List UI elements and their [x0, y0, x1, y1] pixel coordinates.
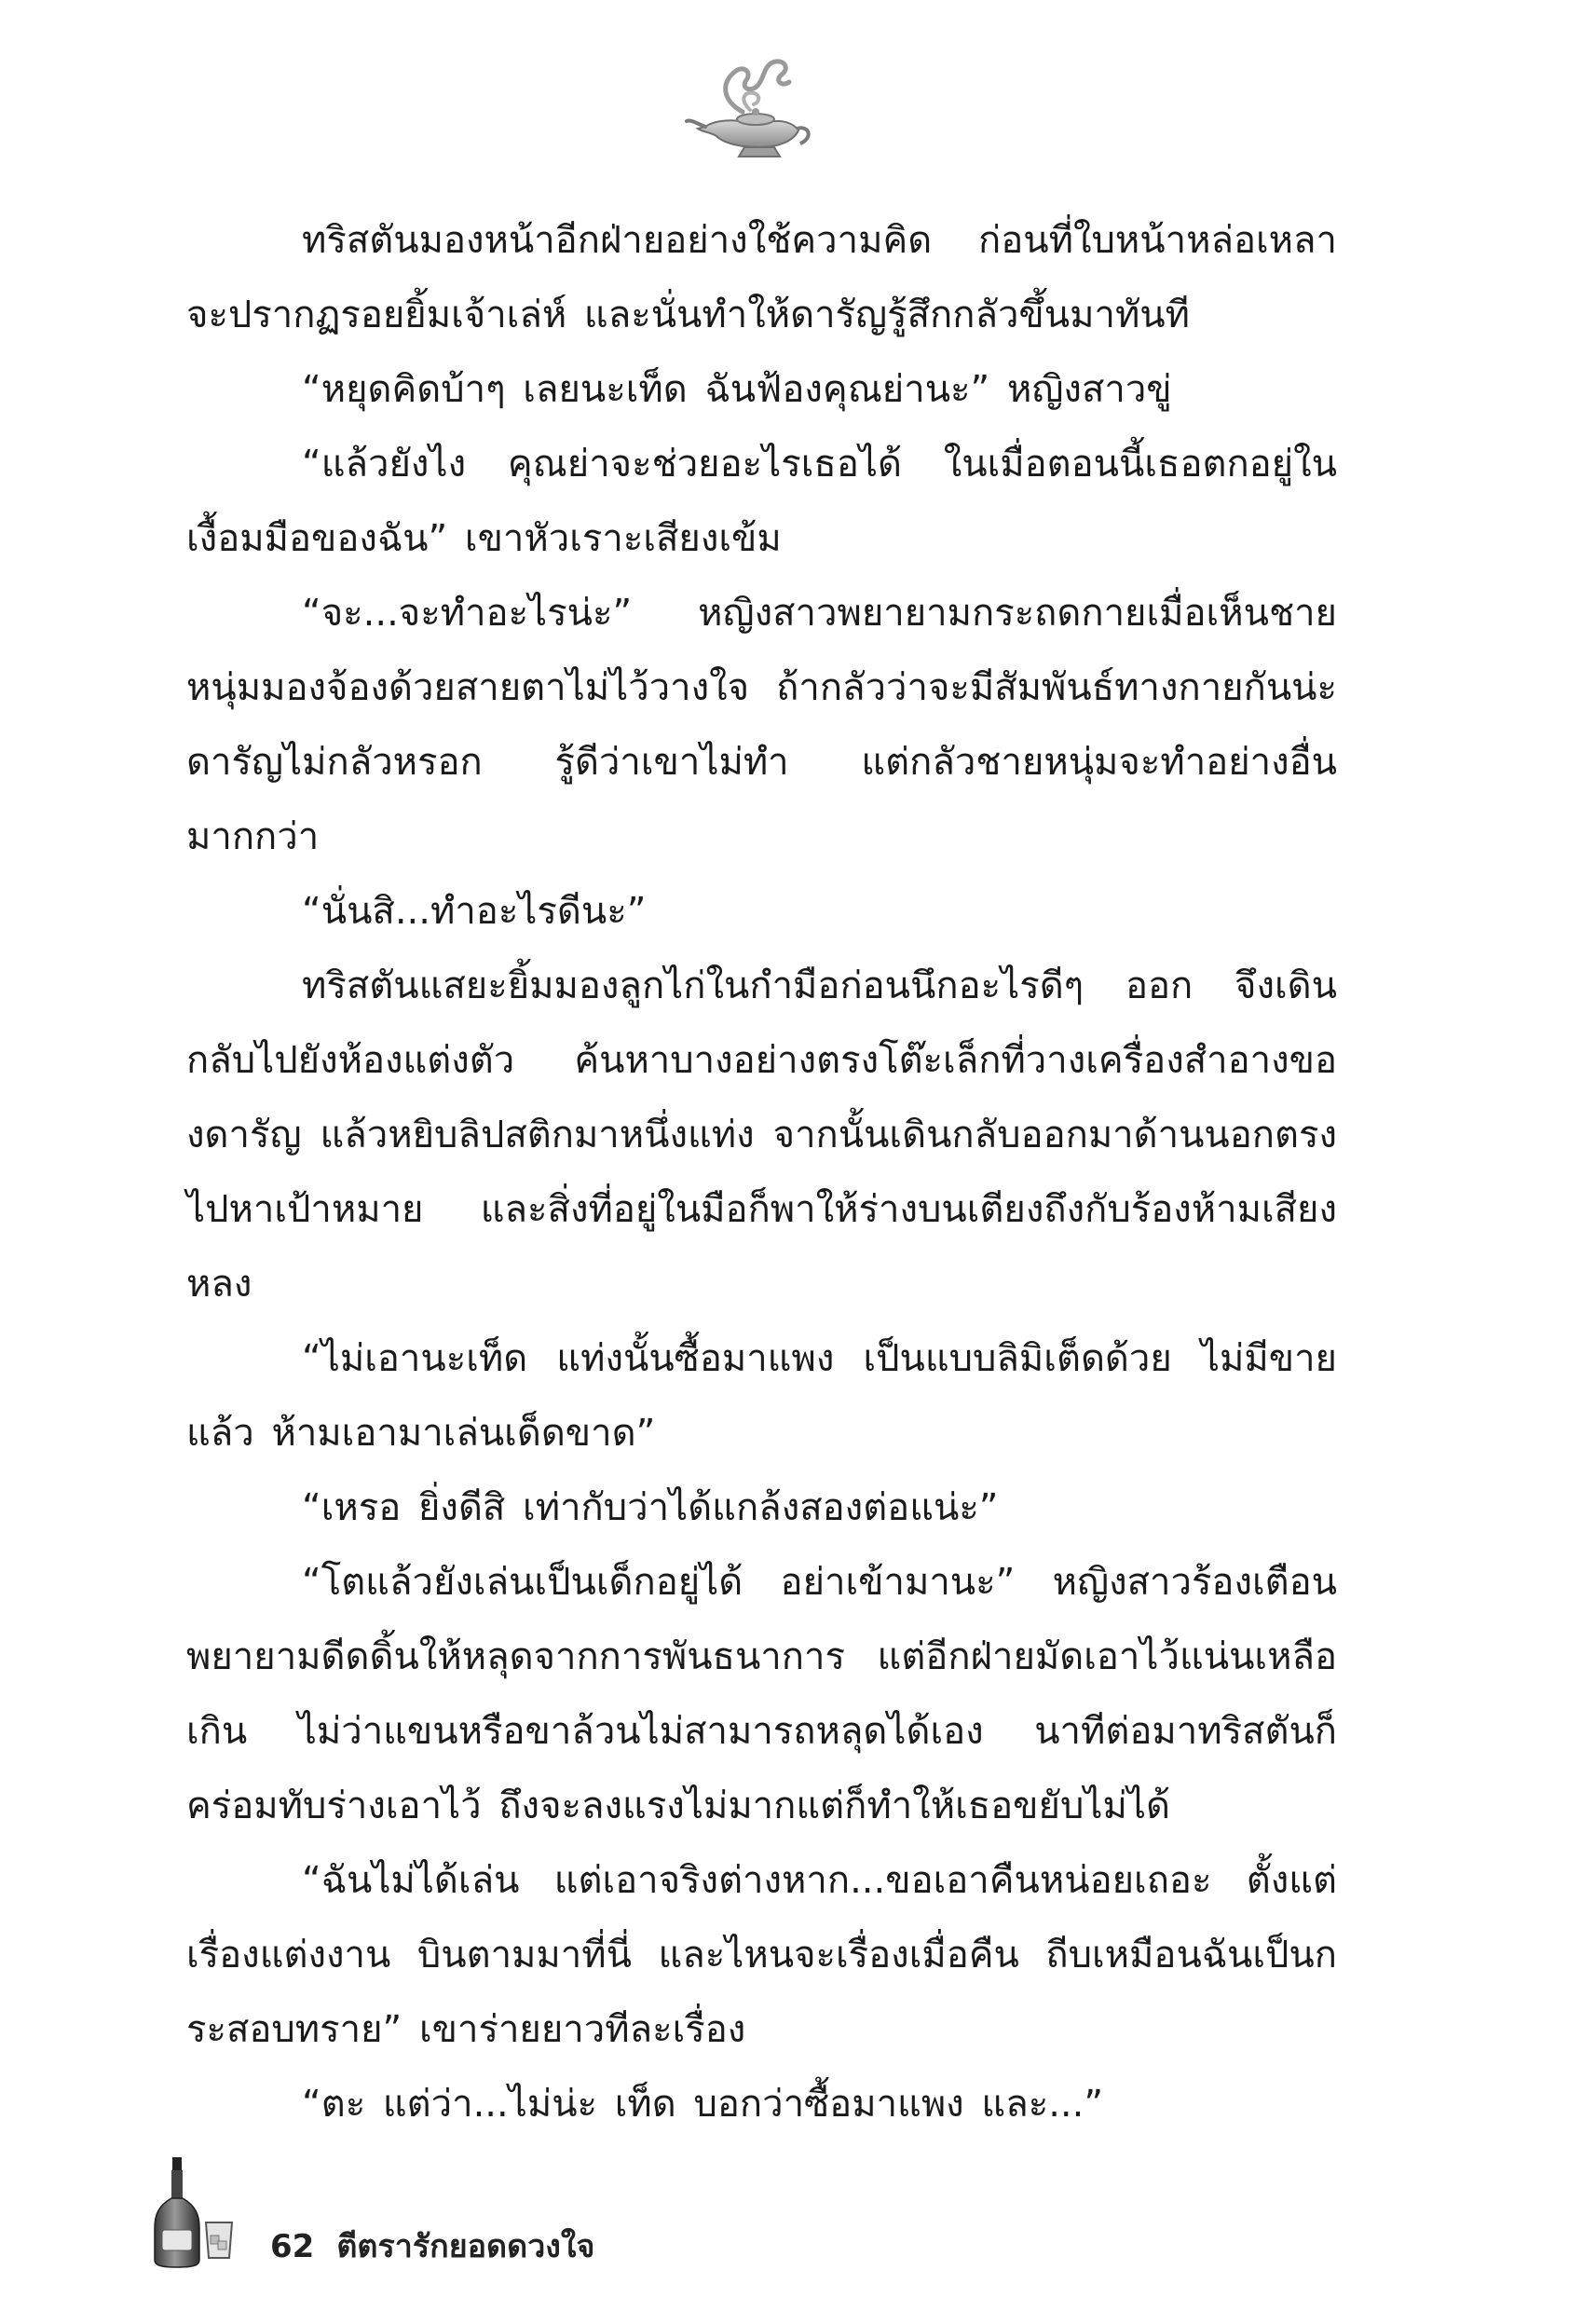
genie-lamp-icon [685, 54, 825, 166]
paragraph: ทริสตันมองหน้าอีกฝ่ายอย่างใช้ความคิด ก่อนที่ใบหน้าหล่อเหลาจะปรากฏรอยยิ้มเจ้าเล่ห์ และนั่นทำให้ดารัญรู้สึกกลัวขึ้นมาทันที [186, 219, 1337, 336]
page-number: 62 [270, 2228, 315, 2265]
page-footer [149, 2157, 801, 2269]
paragraph: “จะ...จะทำอะไรน่ะ” หญิงสาวพยายามกระถดกายเมื่อเห็นชายหนุ่มมองจ้องด้วยสายตาไม่ไว้วางใจ ถ้ากลัวว่าจะมีสัมพันธ์ทางกายกันน่ะ ดารัญไม่กลัวหรอก รู้ดีว่าเขาไม่ทำ แต่กลัวชายหนุ่มจะทำอย่างอื่นมากกว่า [186, 592, 1337, 858]
paragraph: “หยุดคิดบ้าๆ เลยนะเท็ด ฉันฟ้องคุณย่านะ” หญิงสาวขู่ [302, 368, 1172, 411]
paragraph: ทริสตันแสยะยิ้มมองลูกไก่ในกำมือก่อนนึกอะไรดีๆ ออก จึงเดินกลับไปยังห้องแต่งตัว ค้นหาบางอย่างตรงโต๊ะเล็กที่วางเครื่องสำอางของดารัญ แล้วหยิบลิปสติกมาหนึ่งแท่ง จากนั้นเดินกลับออกมาด้านนอกตรงไปหาเป้าหมาย และสิ่งที่อยู่ในมือก็พาให้ร่างบนเตียงถึงกับร้องห้ามเสียงหลง [186, 964, 1337, 1306]
paragraph: “ฉันไม่ได้เล่น แต่เอาจริงต่างหาก...ขอเอาคืนหน่อยเถอะ ตั้งแต่เรื่องแต่งงาน บินตามมาที่นี่ และไหนจะเรื่องเมื่อคืน ถีบเหมือนฉันเป็นกระสอบทราย” เขาร่ายยาวทีละเรื่อง [186, 1859, 1337, 2051]
whisky-glass-icon [203, 2219, 235, 2260]
liquor-bottle-icon [149, 2157, 205, 2269]
paragraph: “เหรอ ยิ่งดีสิ เท่ากับว่าได้แกล้งสองต่อแน่ะ” [302, 1486, 999, 1529]
paragraph: “ไม่เอานะเท็ด แท่งนั้นซื้อมาแพง เป็นแบบลิมิเต็ดด้วย ไม่มีขายแล้ว ห้ามเอามาเล่นเด็ดขาด” [186, 1337, 1337, 1455]
page-body [186, 203, 1337, 2141]
paragraph: “แล้วยังไง คุณย่าจะช่วยอะไรเธอได้ ในเมื่อตอนนี้เธอตกอยู่ในเงื้อมมือของฉัน” เขาหัวเราะเสียงเข้ม [186, 443, 1337, 560]
paragraph: “โตแล้วยังเล่นเป็นเด็กอยู่ได้ อย่าเข้ามานะ” หญิงสาวร้องเตือนพยายามดีดดิ้นให้หลุดจากการพันธนาการ แต่อีกฝ่ายมัดเอาไว้แน่นเหลือเกิน ไม่ว่าแขนหรือขาล้วนไม่สามารถหลุดได้เอง นาทีต่อมาทริสตันก็คร่อมทับร่างเอาไว้ ถึงจะลงแรงไม่มากแต่ก็ทำให้เธอขยับไม่ได้ [186, 1561, 1337, 1827]
book-title: ตีตรารักยอดดวงใจ [336, 2228, 595, 2265]
paragraph: “นั่นสิ...ทำอะไรดีนะ” [302, 890, 647, 933]
paragraph: “ตะ แต่ว่า...ไม่น่ะ เท็ด บอกว่าซื้อมาแพง และ...” [302, 2083, 1104, 2126]
footer-text [270, 2221, 594, 2271]
